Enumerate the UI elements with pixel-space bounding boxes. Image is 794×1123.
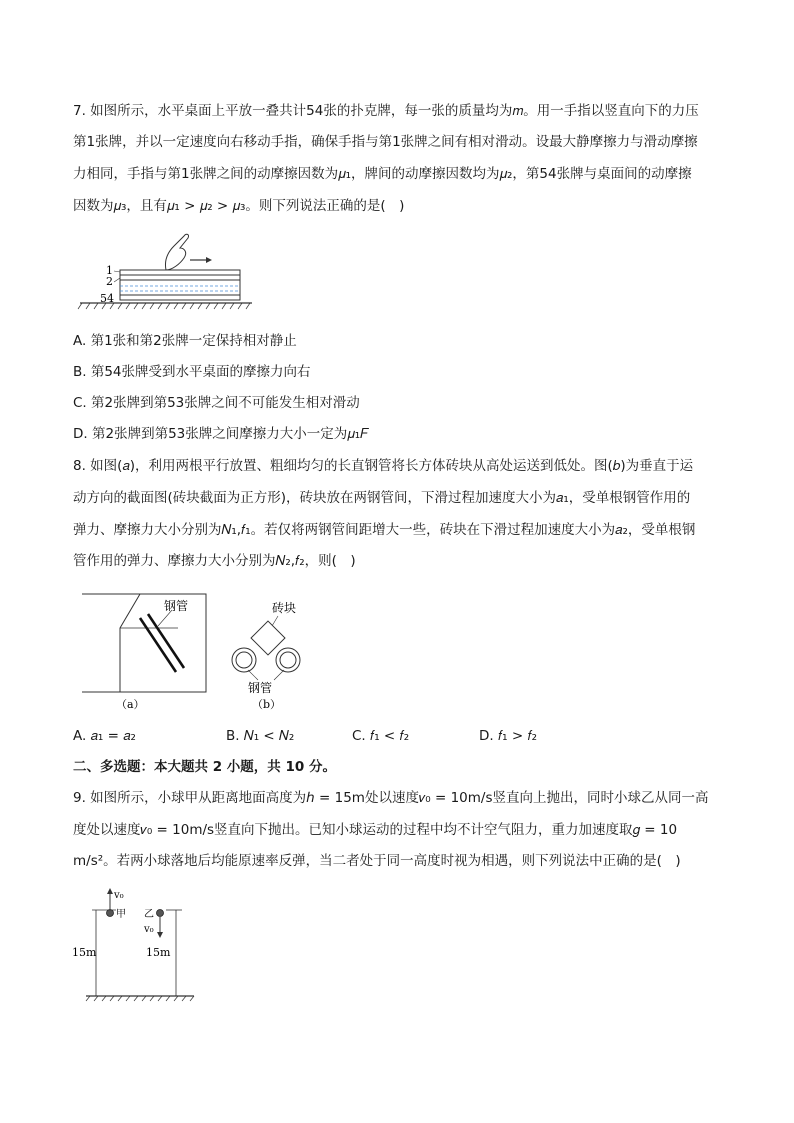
caption-a: （a） xyxy=(116,698,145,711)
label-pipe-a: 钢管 xyxy=(164,599,189,613)
q7-line-2: 第1张牌，并以一定速度向右移动手指，确保手指与第1张牌之间有相对滑动。设最大静摩擦力与滑动摩擦 xyxy=(73,134,698,150)
label-pipe-b: 钢管 xyxy=(248,681,273,695)
card-label-2: 2 xyxy=(106,275,113,288)
q7-option-b[interactable]: B. 第54张牌受到水平桌面的摩擦力向右 xyxy=(73,364,311,380)
q8-line-4: 管作用的弹力、摩擦力大小分别为𝑁₂,𝑓₂，则( ) xyxy=(73,553,356,569)
section-2-heading: 二、多选题：本大题共 2 小题，共 10 分。 xyxy=(73,759,336,775)
label-ball-yi: 乙 xyxy=(144,909,154,920)
q9-figure xyxy=(70,884,200,1002)
ball-jia xyxy=(107,910,114,917)
brick-cross-section xyxy=(251,621,285,655)
q8-line-3: 弹力、摩擦力大小分别为𝑁₁,𝑓₁。若仅将两钢管间距增大一些，砖块在下滑过程加速度大小为𝑎₂，受单根钢 xyxy=(73,522,696,538)
steel-pipe-2 xyxy=(148,614,184,668)
q8-line-2: 动方向的截面图(砖块截面为正方形)，砖块放在两钢管间，下滑过程加速度大小为𝑎₁，受单根钢管作用的 xyxy=(73,490,691,506)
q7-line-4: 因数为𝜇₃，且有𝜇₁ > 𝜇₂ > 𝜇₃。则下列说法正确的是( ) xyxy=(73,198,405,214)
q9-line-2: 度处以速度𝑣₀ = 10m/s竖直向下抛出。已知小球运动的过程中均不计空气阻力，重力加速度取𝑔 = 10 xyxy=(73,822,678,838)
q8-option-a[interactable]: A. 𝑎₁ = 𝑎₂ xyxy=(73,728,136,744)
steel-pipe-1 xyxy=(140,618,176,672)
q8-figure-b xyxy=(226,598,306,713)
q9-line-3: m/s²。若两小球落地后均能原速率反弹，当二者处于同一高度时视为相遇，则下列说法中正确的是( ) xyxy=(73,853,681,869)
ball-yi xyxy=(157,910,164,917)
q7-line-3: 力相同，手指与第1张牌之间的动摩擦因数为𝜇₁，牌间的动摩擦因数均为𝜇₂，第54张牌与桌面间的动摩擦 xyxy=(73,166,692,182)
label-ball-jia: 甲 xyxy=(116,909,126,920)
q8-option-c[interactable]: C. 𝑓₁ < 𝑓₂ xyxy=(352,728,410,744)
label-brick: 砖块 xyxy=(272,601,297,615)
q7-option-c[interactable]: C. 第2张牌到第53张牌之间不可能发生相对滑动 xyxy=(73,395,360,411)
q8-line-1: 8. 如图(𝑎)，利用两根平行放置、粗细均匀的长直钢管将长方体砖块从高处运送到低处。图(𝑏)为垂直于运 xyxy=(73,458,694,474)
q7-line-1: 7. 如图所示，水平桌面上平放一叠共计54张的扑克牌，每一张的质量均为𝑚。用一手指以竖直向下的力压 xyxy=(73,103,699,119)
label-v0-up: v₀ xyxy=(114,890,124,901)
card-label-54: 54 xyxy=(100,292,114,305)
card-label-1: 1 xyxy=(106,264,113,277)
finger-icon xyxy=(165,234,188,270)
q7-option-a[interactable]: A. 第1张和第2张牌一定保持相对静止 xyxy=(73,333,297,349)
caption-b: （b） xyxy=(252,698,282,711)
q8-option-d[interactable]: D. 𝑓₁ > 𝑓₂ xyxy=(479,728,538,744)
label-v0-down: v₀ xyxy=(144,924,154,935)
q8-option-b[interactable]: B. 𝑁₁ < 𝑁₂ xyxy=(226,728,295,744)
q8-figure-a xyxy=(78,588,208,713)
q9-line-1: 9. 如图所示，小球甲从距离地面高度为ℎ = 15m处以速度𝑣₀ = 10m/s竖直向上抛出，同时小球乙从同一高 xyxy=(73,790,709,806)
q7-figure-cards xyxy=(76,230,256,312)
label-height-right: 15m xyxy=(146,946,171,959)
label-height-left: 15m xyxy=(72,946,97,959)
q7-option-d[interactable]: D. 第2张牌到第53张牌之间摩擦力大小一定为𝜇₁𝐹 xyxy=(73,426,369,442)
